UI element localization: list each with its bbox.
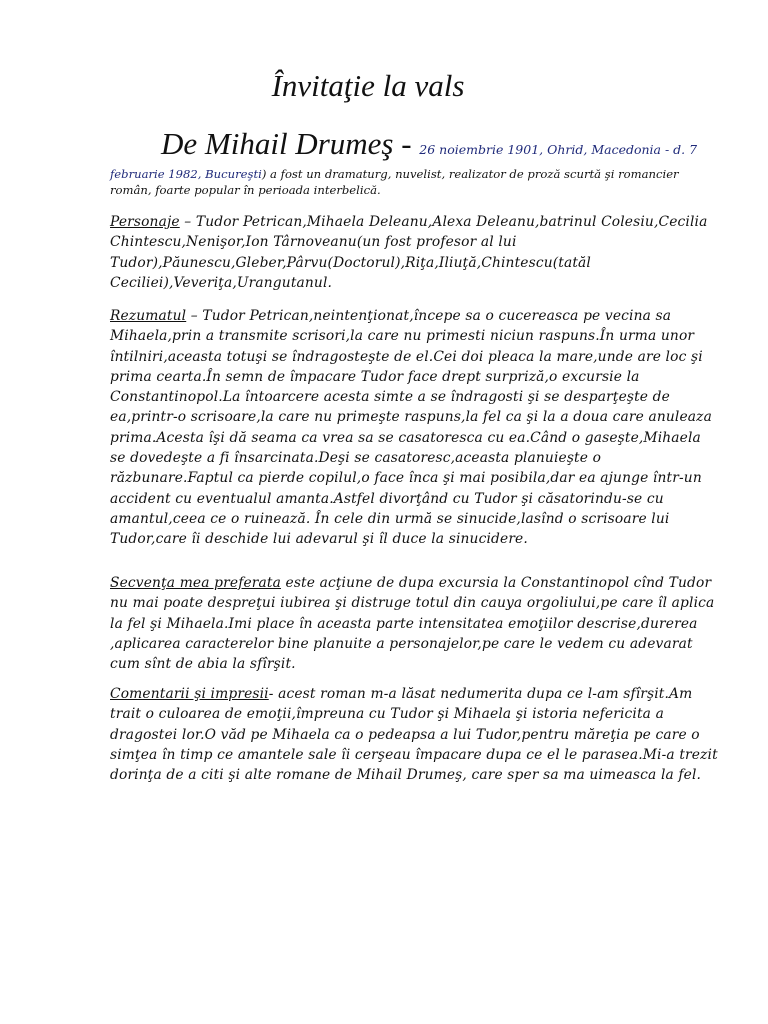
section-rezumat — [110, 306, 720, 550]
author-name: De Mihail Drumeş - — [161, 126, 420, 161]
author-line — [161, 124, 721, 170]
section-secventa — [110, 573, 720, 674]
author-dates: 26 noiembrie 1901, Ohrid, Macedonia - d. 7 — [419, 142, 698, 157]
section-rezumat-text: – Tudor Petrican,neintenţionat,începe sa o cucereasca pe vecina sa Mihaela,prin a transmite scrisori,la care nu primesti niciun raspuns.În urma unor întilniri,aceasta totuşi se îndragosteşte de el.Cei doi pleaca la mare,unde are loc şi prima cearta.În semn de împacare Tudor face drept surpriză,o excursie la Constantinopol.La întoarcere acesta simte a se îndragosti şi se desparţeşte de ea,printr-o scrisoare,la care nu primeşte raspuns,la fel ca şi la a doua care anuleaza prima.Acesta îşi dă seama ca vrea sa se casatoresca cu ea.Când o gaseşte,Mihaela se dovedeşte a fi însarcinata.Deşi se casatoresc,aceasta planuieşte o răzbunare.Faptul ca pierde copilul,o face înca şi mai posibila,dar ea ajunge într-un accident cu eventualul amanta.Astfel divorţând cu Tudor şi căsatorindu-se cu amantul,ceea ce o ruinează. În cele din urmă se sinucide,lasînd o scrisoare lui Tudor,care îi deschide lui adevarul şi îl duce la sinucidere. — [110, 308, 712, 548]
author-bio — [110, 166, 720, 198]
section-comentarii-label: Comentarii şi impresii — [110, 686, 269, 702]
section-secventa-text: este acţiune de dupa excursia la Constantinopol cînd Tudor nu mai poate despreţui iubirea şi distruge totul din cauya orgoliului,pe care îl aplica la fel şi Mihaela.Imi place în aceasta parte intensitatea emoţiilor descrise,durerea ,aplicarea caracterelor bine planuite a personajelor,pe care le vedem cu adevarat cum sînt de abia la sfîrşit. — [110, 575, 715, 673]
section-personaje-label: Personaje — [110, 214, 180, 230]
section-personaje-text: – Tudor Petrican,Mihaela Deleanu,Alexa Deleanu,batrinul Colesiu,Cecilia Chintescu,Nenişor,Ion Târnoveanu(un fost profesor al lui Tudor),Păunescu,Gleber,Pârvu(Doctorul),Riţa,Iliuţă,Chintescu(tatăl Ceciliei),Veveriţa,Urangutanul. — [110, 214, 708, 291]
document-title: Învitaţie la vals — [271, 68, 465, 103]
section-comentarii — [110, 684, 720, 785]
author-bio-text: ) a fost un dramaturg, nuvelist, realizator de proză scurtă şi romancier român, foarte popular în perioada interbelică. — [110, 167, 679, 197]
section-personaje — [110, 212, 720, 293]
section-comentarii-text: - acest roman m-a lăsat nedumerita dupa ce l-am sfîrşit.Am trait o culoarea de emoţii,împreuna cu Tudor şi Mihaela şi istoria nefericita a dragostei lor.O văd pe Mihaela ca o pedeapsa a lui Tudor,pentru măreţia pe care o simţea în timp ce amantele sale îi cerşeau împacare dupa ce el le parasea.Mi-a trezit dorinţa de a citi şi alte romane de Mihail Drumeş, care sper sa ma uimeasca la fel. — [110, 686, 718, 784]
author-bio-date: februarie 1982, Bucureşti — [110, 167, 262, 181]
section-secventa-label: Secvenţa mea preferata — [110, 575, 281, 591]
section-rezumat-label: Rezumatul — [110, 308, 187, 324]
